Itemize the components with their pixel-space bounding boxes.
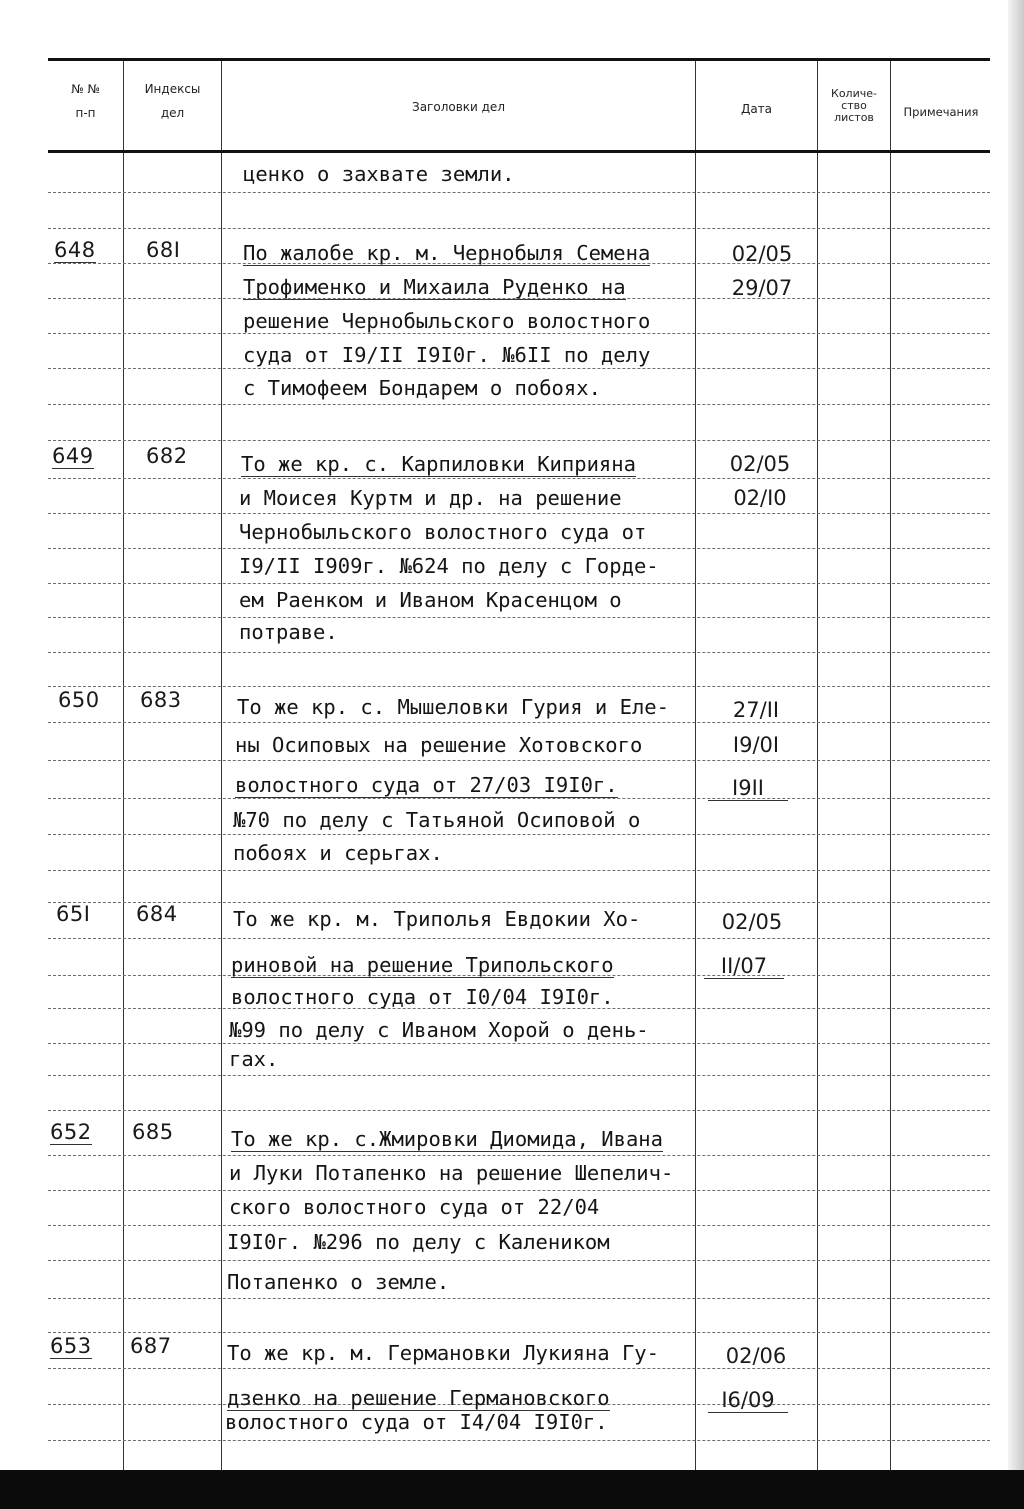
entry-index: 687 bbox=[130, 1334, 172, 1358]
entry-title-line: и Моисея Куртм и др. на решение bbox=[239, 486, 622, 510]
column-divider-3 bbox=[695, 58, 696, 1470]
header-count-col bbox=[818, 88, 890, 124]
row-rule bbox=[48, 902, 990, 903]
entry-title-line: Трофименко и Михаила Руденко на bbox=[243, 275, 626, 299]
entry-date: 29/07 bbox=[731, 276, 793, 300]
row-rule bbox=[48, 192, 990, 193]
entry-title-line: и Луки Потапенко на решение Шепелич- bbox=[229, 1161, 674, 1185]
entry-title-line: волостного суда от I4/04 I9I0г. bbox=[225, 1410, 608, 1434]
entry-title-line: №70 по делу с Татьяной Осиповой о bbox=[233, 808, 641, 832]
header-number-col bbox=[48, 82, 123, 120]
entry-date: I9II bbox=[708, 776, 788, 801]
header-count-line1: Количе- bbox=[831, 87, 877, 100]
row-rule bbox=[48, 870, 990, 871]
header-count-line2: ство bbox=[841, 99, 867, 112]
row-rule bbox=[48, 513, 990, 514]
entry-number: 650 bbox=[58, 688, 100, 712]
row-rule bbox=[48, 938, 990, 939]
entry-title-line: По жалобе кр. м. Чернобыля Семена bbox=[243, 241, 651, 265]
row-rule bbox=[48, 1190, 990, 1191]
row-rule bbox=[48, 583, 990, 584]
entry-date: 02/05 bbox=[721, 910, 783, 934]
row-rule bbox=[48, 1440, 990, 1441]
row-rule bbox=[48, 1043, 990, 1044]
row-rule bbox=[48, 1075, 990, 1076]
entry-date: I9/0I bbox=[732, 733, 780, 757]
header-index-col bbox=[124, 82, 221, 120]
entry-title-line: решение Чернобыльского волостного bbox=[243, 309, 651, 333]
entry-title-line: То же кр. с. Карпиловки Киприяна bbox=[241, 452, 636, 476]
row-rule bbox=[48, 404, 990, 405]
header-date-col: Дата bbox=[740, 102, 773, 116]
entry-title-line: потраве. bbox=[239, 620, 338, 644]
entry-title-line: риновой на решение Трипольского bbox=[231, 953, 614, 977]
entry-index: 684 bbox=[136, 902, 178, 926]
entry-number: 648 bbox=[54, 238, 96, 262]
entry-title-line: ского волостного суда от 22/04 bbox=[229, 1195, 600, 1219]
row-rule bbox=[48, 834, 990, 835]
entry-title-line: I9I0г. №296 по делу с Калеником bbox=[227, 1230, 610, 1254]
entry-title-line: То же кр. с. Мышеловки Гурия и Еле- bbox=[237, 695, 669, 719]
row-rule bbox=[48, 228, 990, 229]
row-rule bbox=[48, 548, 990, 549]
row-rule bbox=[48, 1110, 990, 1111]
entry-number: 649 bbox=[52, 444, 94, 468]
row-rule bbox=[48, 1332, 990, 1333]
row-rule bbox=[48, 368, 990, 369]
entry-title-line: гах. bbox=[229, 1047, 279, 1071]
row-rule bbox=[48, 798, 990, 799]
entry-title-line: То же кр. м. Триполья Евдокии Хо- bbox=[233, 907, 641, 931]
entry-date: 02/05 bbox=[729, 452, 791, 476]
row-rule bbox=[48, 760, 990, 761]
entry-date: II/07 bbox=[704, 954, 784, 979]
header-count-line3: листов bbox=[834, 111, 874, 124]
scan-edge-shadow bbox=[1008, 0, 1024, 1470]
entry-title-line: Потапенко о земле. bbox=[227, 1270, 450, 1294]
entry-index: 685 bbox=[132, 1120, 174, 1144]
entry-date: 02/05 bbox=[731, 242, 793, 266]
entry-title-line: волостного суда от I0/04 I9I0г. bbox=[231, 985, 614, 1009]
entry-title-line: суда от I9/II I9I0г. №6II по делу bbox=[243, 343, 651, 367]
entry-index: 682 bbox=[146, 444, 188, 468]
entry-date: 02/I0 bbox=[733, 486, 787, 510]
entry-number: 65I bbox=[56, 902, 91, 926]
row-rule bbox=[48, 440, 990, 441]
row-rule bbox=[48, 333, 990, 334]
row-rule bbox=[48, 1225, 990, 1226]
header-index-line2: дел bbox=[160, 106, 185, 120]
header-top-rule bbox=[48, 58, 990, 61]
column-divider-1 bbox=[123, 58, 124, 1470]
entry-date: 27/II bbox=[732, 698, 780, 722]
entry-number: 652 bbox=[50, 1120, 92, 1144]
entry-title-line: ем Раенком и Иваном Красенцом о bbox=[239, 588, 622, 612]
entry-index: 683 bbox=[140, 688, 182, 712]
column-divider-5 bbox=[890, 58, 891, 1470]
row-rule bbox=[48, 1155, 990, 1156]
row-rule bbox=[48, 652, 990, 653]
entry-number: 653 bbox=[50, 1334, 92, 1358]
entry-title-line: То же кр. с.Жмировки Диомида, Ивана bbox=[231, 1127, 663, 1151]
row-rule bbox=[48, 1368, 990, 1369]
entry-title-line: дзенко на решение Германовского bbox=[227, 1386, 610, 1410]
header-number-line1: № № bbox=[71, 82, 100, 96]
entry-title-line: побоях и серьгах. bbox=[233, 841, 443, 865]
row-rule bbox=[48, 722, 990, 723]
entry-title-line: Чернобыльского волостного суда от bbox=[239, 520, 647, 544]
entry-title-line: ны Осиповых на решение Хотовского bbox=[235, 733, 643, 757]
header-number-line2: п-п bbox=[75, 106, 96, 120]
entry-title-line: I9/II I909г. №624 по делу с Горде- bbox=[239, 554, 659, 578]
row-rule bbox=[48, 686, 990, 687]
header-index-line1: Индексы bbox=[144, 82, 201, 96]
row-rule bbox=[48, 1298, 990, 1299]
header-bottom-rule bbox=[48, 150, 990, 153]
header-notes-col: Примечания bbox=[903, 105, 979, 119]
row-rule bbox=[48, 1260, 990, 1261]
entry-index: 68I bbox=[146, 238, 181, 262]
entry-title-line: волостного суда от 27/03 I9I0г. bbox=[235, 773, 618, 797]
row-rule bbox=[48, 617, 990, 618]
entry-title-line: №99 по делу с Иваном Хорой о день- bbox=[229, 1018, 649, 1042]
header-title-col: Заголовки дел bbox=[412, 100, 505, 114]
entry-title-line: То же кр. м. Германовки Лукияна Гу- bbox=[227, 1341, 659, 1365]
entry-date: I6/09 bbox=[708, 1388, 788, 1413]
entry-date: 02/06 bbox=[725, 1344, 787, 1368]
column-divider-2 bbox=[221, 58, 222, 1470]
carryover-line: ценко о захвате земли. bbox=[243, 162, 515, 186]
scan-bottom-edge bbox=[0, 1470, 1024, 1509]
row-rule bbox=[48, 478, 990, 479]
entry-title-line: с Тимофеем Бондарем о побоях. bbox=[243, 376, 601, 400]
column-divider-4 bbox=[817, 58, 818, 1470]
